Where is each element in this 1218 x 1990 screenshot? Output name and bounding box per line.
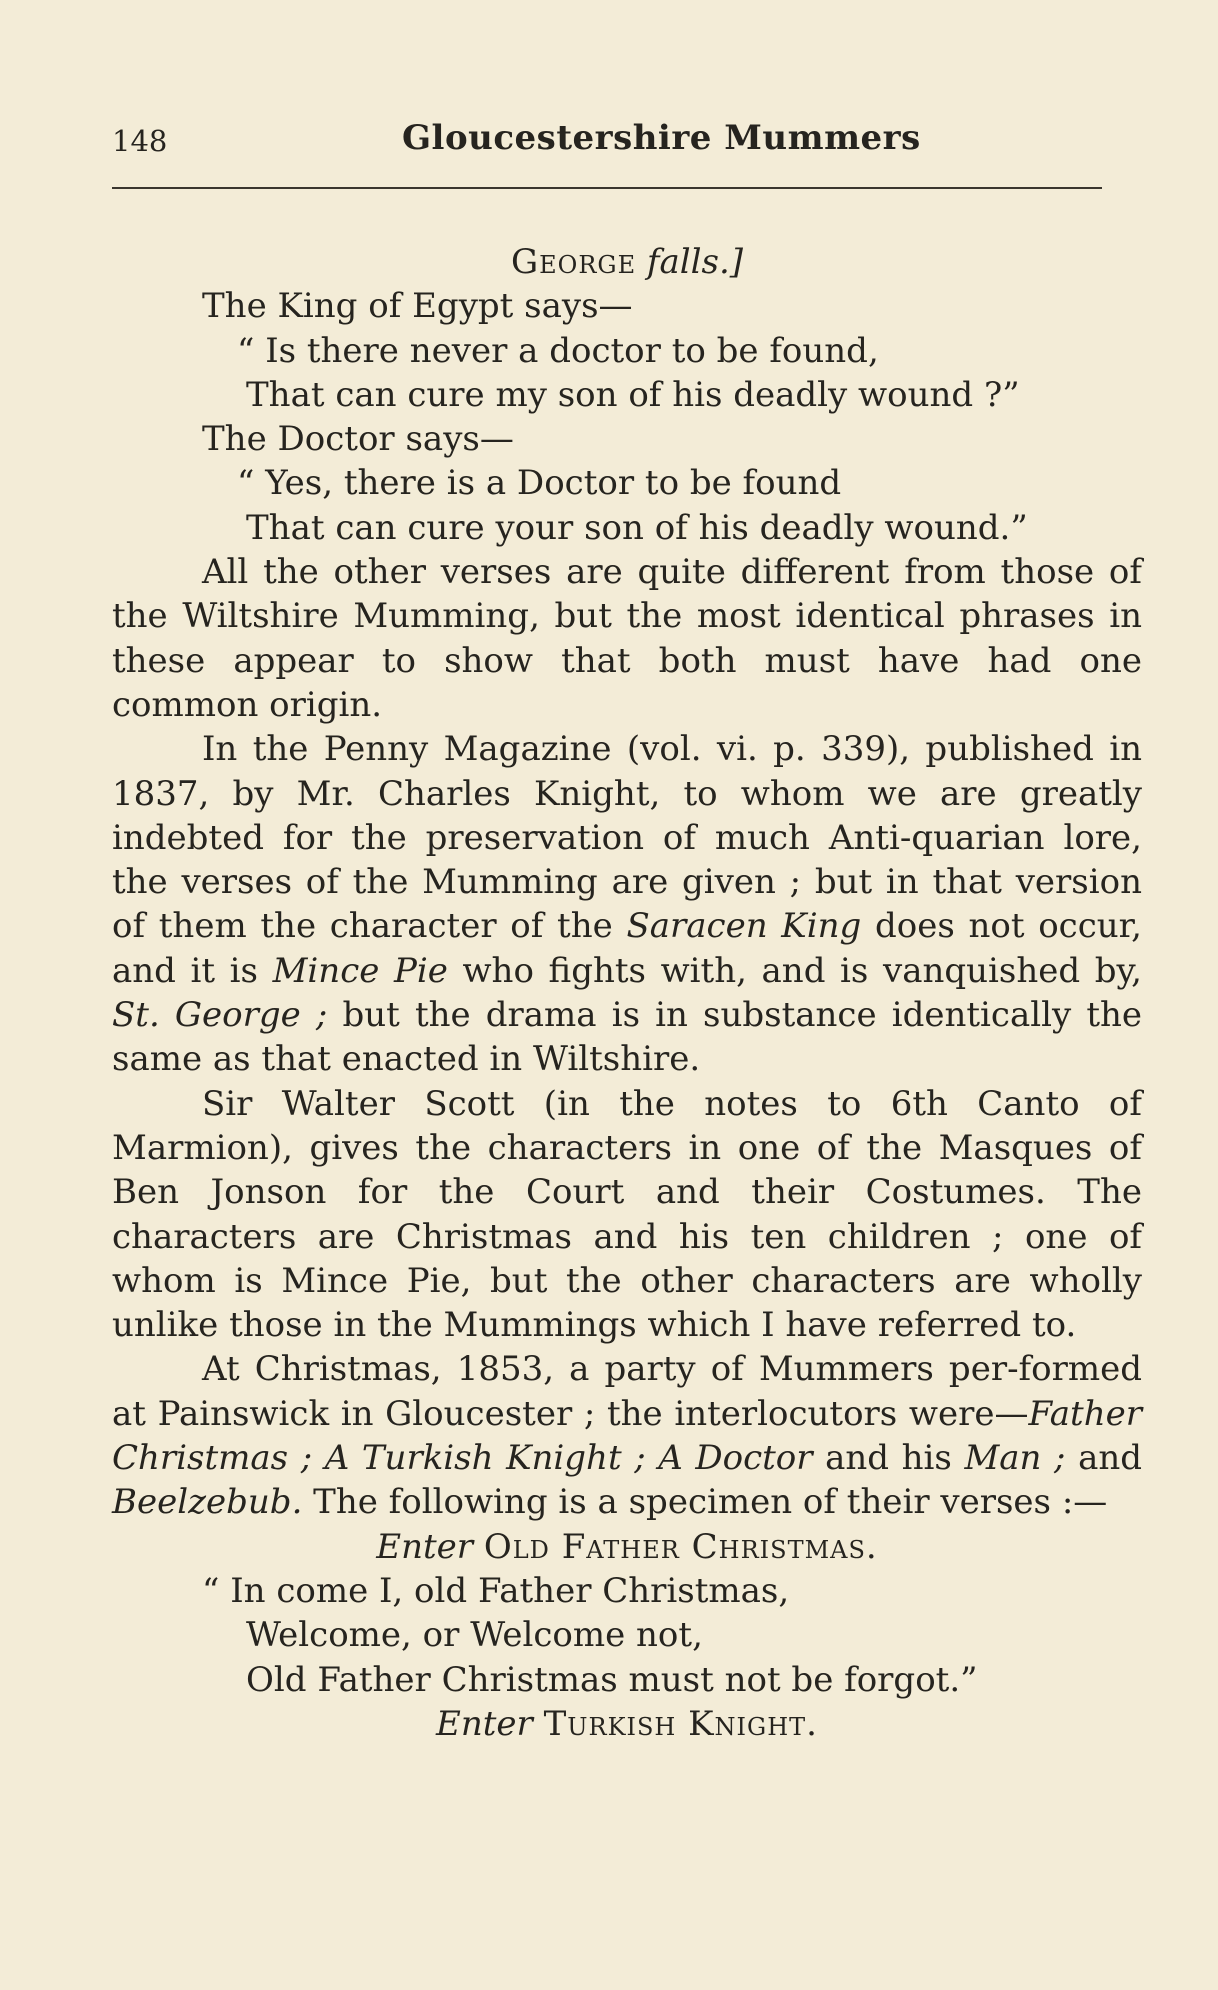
- text-run: who fights with, and is vanquished by,: [447, 950, 1142, 991]
- enter-word: Enter: [436, 1703, 533, 1744]
- italic-run: Mince Pie: [272, 950, 448, 991]
- verse-line: Welcome, or Welcome not,: [246, 1615, 703, 1656]
- running-head: Gloucestershire Mummers: [402, 118, 921, 158]
- stage-direction: [112, 1525, 1142, 1569]
- italic-run: Saracen King: [626, 906, 862, 947]
- character-name: George: [510, 242, 637, 282]
- verse-line: That can cure my son of his deadly wound ?”: [246, 374, 1020, 415]
- enter-word: Enter: [376, 1526, 474, 1567]
- verse-line: “ Is there never a doctor to be found,: [237, 330, 879, 371]
- text-run: but the drama is in substance identically the same as that enacted in Wiltshire.: [112, 995, 1142, 1080]
- verse-line: “ Yes, there is a Doctor to be found: [237, 463, 842, 504]
- stage-direction: [112, 1702, 1142, 1746]
- character-name: Old Father Christmas.: [483, 1526, 878, 1567]
- character-name: Turkish Knight.: [543, 1703, 818, 1744]
- paragraph: Sir Walter Scott (in the notes to 6th Canto of Marmion), gives the characters in one of the Masques of Ben Jonson for the Court and their Costumes. The characters are Christmas and his ten children ; one of whom is Mince Pie, but the other characters are wholly unlike those in the Mummings which I have referred to.: [112, 1083, 1142, 1346]
- verse-line: That can cure your son of his deadly wound.”: [246, 507, 1028, 548]
- page-number: 148: [112, 124, 168, 158]
- italic-run: Man ;: [964, 1438, 1066, 1479]
- verse-line: Old Father Christmas must not be forgot.”: [246, 1659, 978, 1700]
- text-run: and: [1065, 1438, 1143, 1479]
- stage-action: falls.]: [646, 242, 744, 282]
- verse-line: “ In come I, old Father Christmas,: [202, 1570, 790, 1611]
- paragraph: [112, 727, 1142, 1081]
- italic-run: St. George ;: [112, 995, 328, 1036]
- text-run: does not occur, and it is: [112, 906, 1142, 991]
- text-run: At Christmas, 1853, a party of Mummers per-formed at Painswick in Gloucester ; the interlocutors were—: [112, 1349, 1142, 1434]
- page-header: [112, 118, 1100, 168]
- page-body: [112, 240, 1142, 1746]
- paragraph: All the other verses are quite different from those of the Wiltshire Mumming, but the most identical phrases in these appear to show that both must have had one common origin.: [112, 552, 1142, 725]
- paragraph: [112, 1347, 1142, 1524]
- text-run: and his: [812, 1438, 965, 1479]
- header-rule: [112, 187, 1102, 189]
- speaker-line: The King of Egypt says—: [202, 286, 633, 327]
- speaker-line: The Doctor says—: [202, 419, 514, 460]
- stage-direction: [112, 240, 1142, 284]
- italic-run: Father Christmas ; A Turkish Knight ; A Doctor: [112, 1393, 1142, 1479]
- italic-run: Beelzebub.: [112, 1482, 303, 1523]
- text-run: In the Penny Magazine (vol. vi. p. 339), published in 1837, by Mr. Charles Knight, to whom we are greatly indebted for the preservation of much Anti-quarian lore, the verses of the Mumming are given ; but in that version of them the character of the: [112, 729, 1142, 947]
- text-run: The following is a specimen of their verses :—: [302, 1482, 1108, 1523]
